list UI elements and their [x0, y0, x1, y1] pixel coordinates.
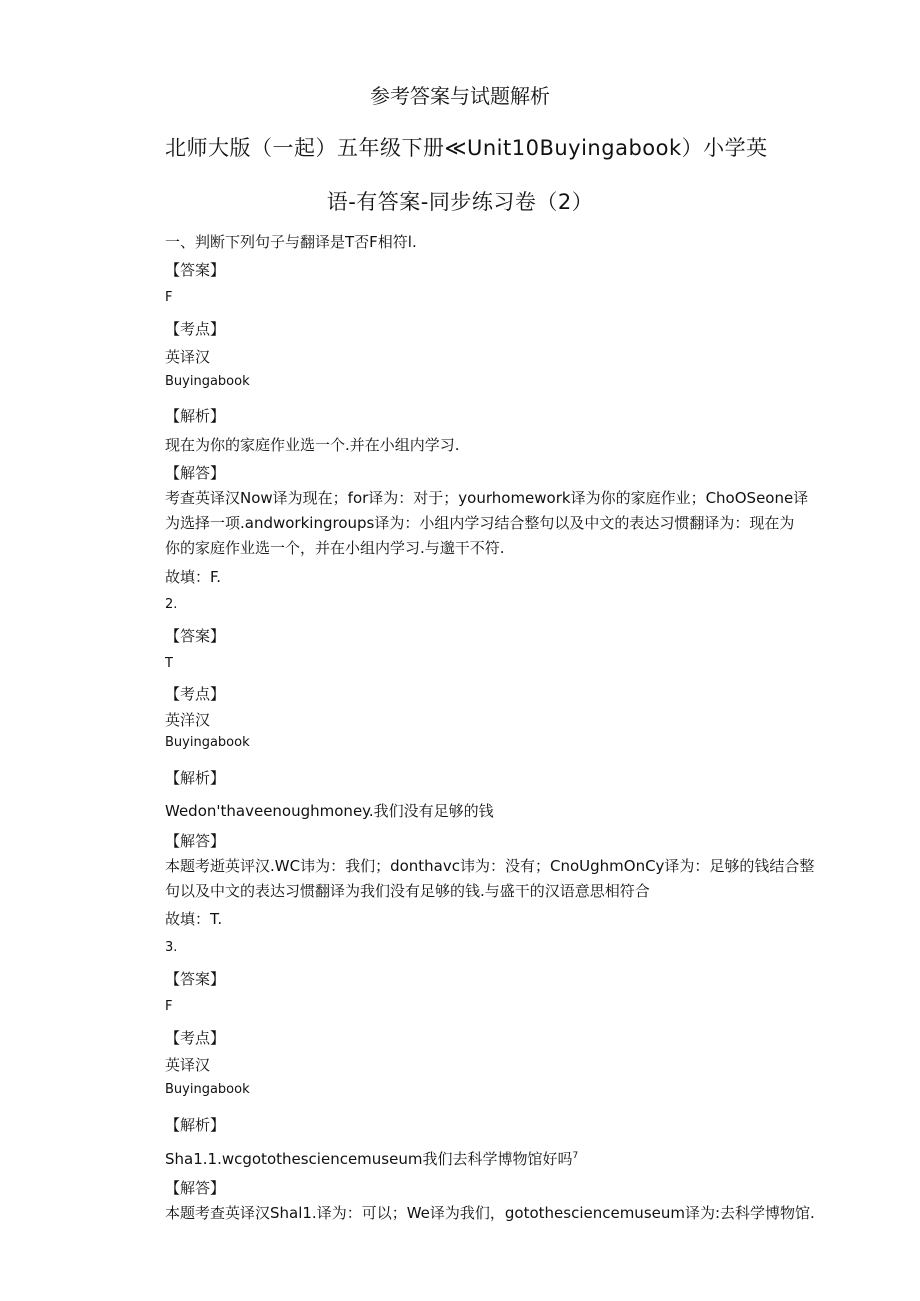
- q2-analysis-label: 【解析】: [165, 769, 226, 787]
- q1-fill: 故填：F.: [165, 568, 221, 586]
- q2-point-label: 【考点】: [165, 685, 226, 703]
- document-subtitle-line-1: 北师大版（一起）五年级下册≪Unit10Buyingabook）小学英: [165, 136, 768, 160]
- q1-answer-label: 【答案】: [165, 261, 226, 279]
- q1-analysis-label: 【解析】: [165, 407, 226, 425]
- q2-solution-label: 【解答】: [165, 832, 226, 850]
- q1-answer: F: [165, 290, 173, 305]
- q3-point-label: 【考点】: [165, 1029, 226, 1047]
- q2-answer: T: [165, 656, 173, 671]
- q1-solution-line-3: 你的家庭作业选一个，并在小组内学习.与邈干不符.: [165, 539, 505, 557]
- q1-topic: Buyingabook: [165, 374, 250, 389]
- document-subtitle-line-2: 语-有答案-同步练习卷（2）: [326, 190, 594, 214]
- section-heading: 一、判断下列句子与翻译是T否F相符l.: [165, 233, 417, 251]
- q1-solution-label: 【解答】: [165, 464, 226, 482]
- q3-analysis-text: Sha1.1.wcgotothesciencemuseum我们去科学博物馆好吗: [165, 1150, 573, 1168]
- q1-analysis: 现在为你的家庭作业选一个.并在小组内学习.: [165, 436, 460, 454]
- page-title: 参考答案与试题解析: [370, 84, 550, 108]
- q3-answer-label: 【答案】: [165, 970, 226, 988]
- q3-topic: Buyingabook: [165, 1082, 250, 1097]
- q1-solution-line-1: 考查英译汉Now译为现在；for译为：对于；yourhomework译为你的家庭作业；ChoOSeone译: [165, 489, 809, 507]
- q3-solution-label: 【解答】: [165, 1179, 226, 1197]
- q2-solution-line-1: 本题考逝英评汉.WC讳为：我们；donthavc讳为：没有；CnoUghmOnCy译为：足够的钱结合整: [165, 857, 815, 875]
- q3-solution-line-1: 本题考查英译汉Shal1.译为：可以；We译为我们，gotothesciencemuseum译为:去科学博物馆.: [165, 1204, 815, 1222]
- q2-answer-label: 【答案】: [165, 627, 226, 645]
- q2-fill: 故填：T.: [165, 910, 223, 928]
- q2-number: 2.: [165, 597, 178, 612]
- q3-analysis-label: 【解析】: [165, 1116, 226, 1134]
- q3-answer: F: [165, 999, 173, 1014]
- q3-analysis: [165, 1148, 578, 1169]
- q2-analysis: Wedon'thaveenoughmoney.我们没有足够的钱: [165, 802, 494, 820]
- q3-number: 3.: [165, 940, 178, 955]
- q3-point: 英译汉: [165, 1056, 211, 1074]
- q1-point-label: 【考点】: [165, 320, 226, 338]
- q2-topic: Buyingabook: [165, 735, 250, 750]
- q1-solution-line-2: 为选择一项.andworkingroups译为：小组内学习结合整句以及中文的表达习惯翻译为：现在为: [165, 514, 795, 532]
- q3-analysis-superscript: 7: [572, 1151, 579, 1161]
- q2-solution-line-2: 句以及中文的表达习惯翻译为我们没有足够的钱.与盛干的汉语意思相符合: [165, 882, 650, 900]
- q2-point: 英洋汉: [165, 711, 211, 729]
- q1-point: 英译汉: [165, 348, 211, 366]
